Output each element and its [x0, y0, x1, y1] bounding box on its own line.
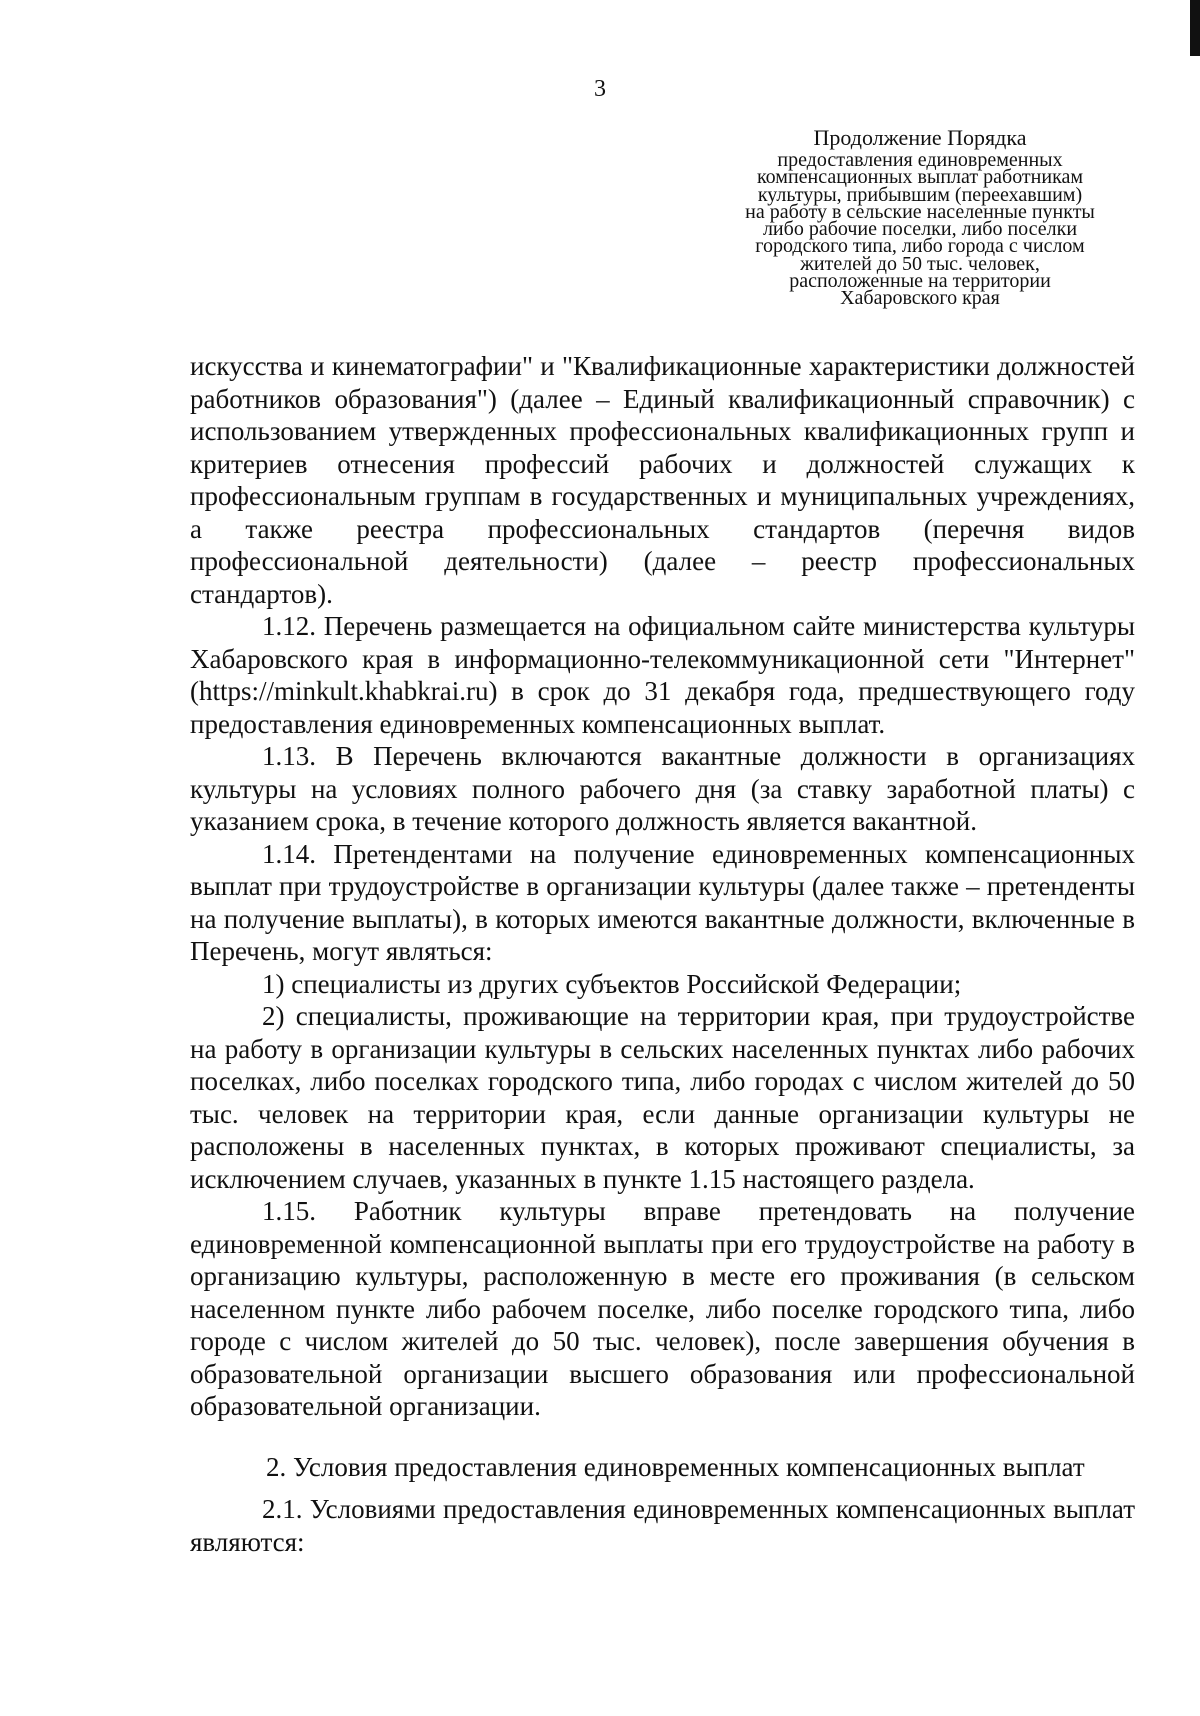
paragraph-1-15: 1.15. Работник культуры вправе претендовать на получение единовременной компенсационной выплаты при его трудоустройстве на работу в организацию культуры, расположенную в месте его проживания (в сельском населенном пункте либо рабочем поселке, либо поселке городского типа, либо городе с числом жителей до 50 тыс. человек), после завершения обучения в образовательной организации высшего образования или профессиональной образовательной организации. — [190, 1196, 1135, 1421]
paragraph-2-1: 2.1. Условиями предоставления единовременных компенсационных выплат являются: — [190, 1494, 1135, 1557]
header-line: Хабаровского края — [840, 287, 1000, 310]
header-line: предоставления единовременных — [777, 149, 1063, 171]
page-number: 3 — [594, 76, 606, 102]
header-line: жителей до 50 тыс. человек, — [800, 252, 1040, 275]
section-heading: 2. Условия предоставления единовременных компенсационных выплат — [266, 1451, 1085, 1482]
header-line: культуры, прибывшим (переехавшим) — [757, 183, 1083, 206]
paragraph-continuation: искусства и кинематографии" и "Квалификационные характеристики должностей работников образования") (далее – Единый квалификационный справочник) с использованием утвержденных профессиональных квалификационных групп и критериев отнесения профессий рабочих и должностей служащих к профессиональным группам в государственных и муниципальных учреждениях, а также реестра профессиональных стандартов (перечня видов профессиональной деятельности) (далее – реестр профессиональных стандартов). — [190, 351, 1135, 609]
header-line: на работу в сельские населенные пункты — [745, 200, 1095, 223]
continuation-header — [700, 149, 1140, 310]
scan-edge-mark — [1190, 0, 1200, 56]
continuation-title: Продолжение Порядка — [813, 125, 1027, 150]
header-line: компенсационных выплат работникам — [756, 166, 1084, 189]
list-item-1: 1) специалисты из других субъектов Российской Федерации; — [262, 968, 962, 999]
header-line: расположенные на территории — [789, 270, 1051, 293]
header-line: либо рабочие поселки, либо поселки — [762, 218, 1078, 241]
paragraph-1-14: 1.14. Претендентами на получение единовременных компенсационных выплат при трудоустройстве в организации культуры (далее также – претенденты на получение выплаты), в которых имеются вакантные должности, включенные в Перечень, могут являться: — [190, 838, 1135, 966]
document-body — [190, 350, 1135, 1558]
paragraph-1-13: 1.13. В Перечень включаются вакантные должности в организациях культуры на условиях полного рабочего дня (за ставку заработной платы) с указанием срока, в течение которого должность является вакантной. — [190, 741, 1135, 836]
paragraph-1-12: 1.12. Перечень размещается на официальном сайте министерства культуры Хабаровского края в информационно-телекоммуникационной сети "Интернет" (https://minkult.khabkrai.ru) в срок до 31 декабря года, предшествующего году предоставления единовременных компенсационных выплат. — [190, 611, 1135, 739]
header-line: городского типа, либо города с числом — [755, 235, 1085, 258]
list-item-2: 2) специалисты, проживающие на территории края, при трудоустройстве на работу в организации культуры в сельских населенных пунктах либо рабочих поселках, либо поселках городского типа, либо городах с числом жителей до 50 тыс. человек на территории края, если данные организации культуры не расположены в населенных пунктах, в которых проживают специалисты, за исключением случаев, указанных в пункте 1.15 настоящего раздела. — [190, 1001, 1135, 1194]
